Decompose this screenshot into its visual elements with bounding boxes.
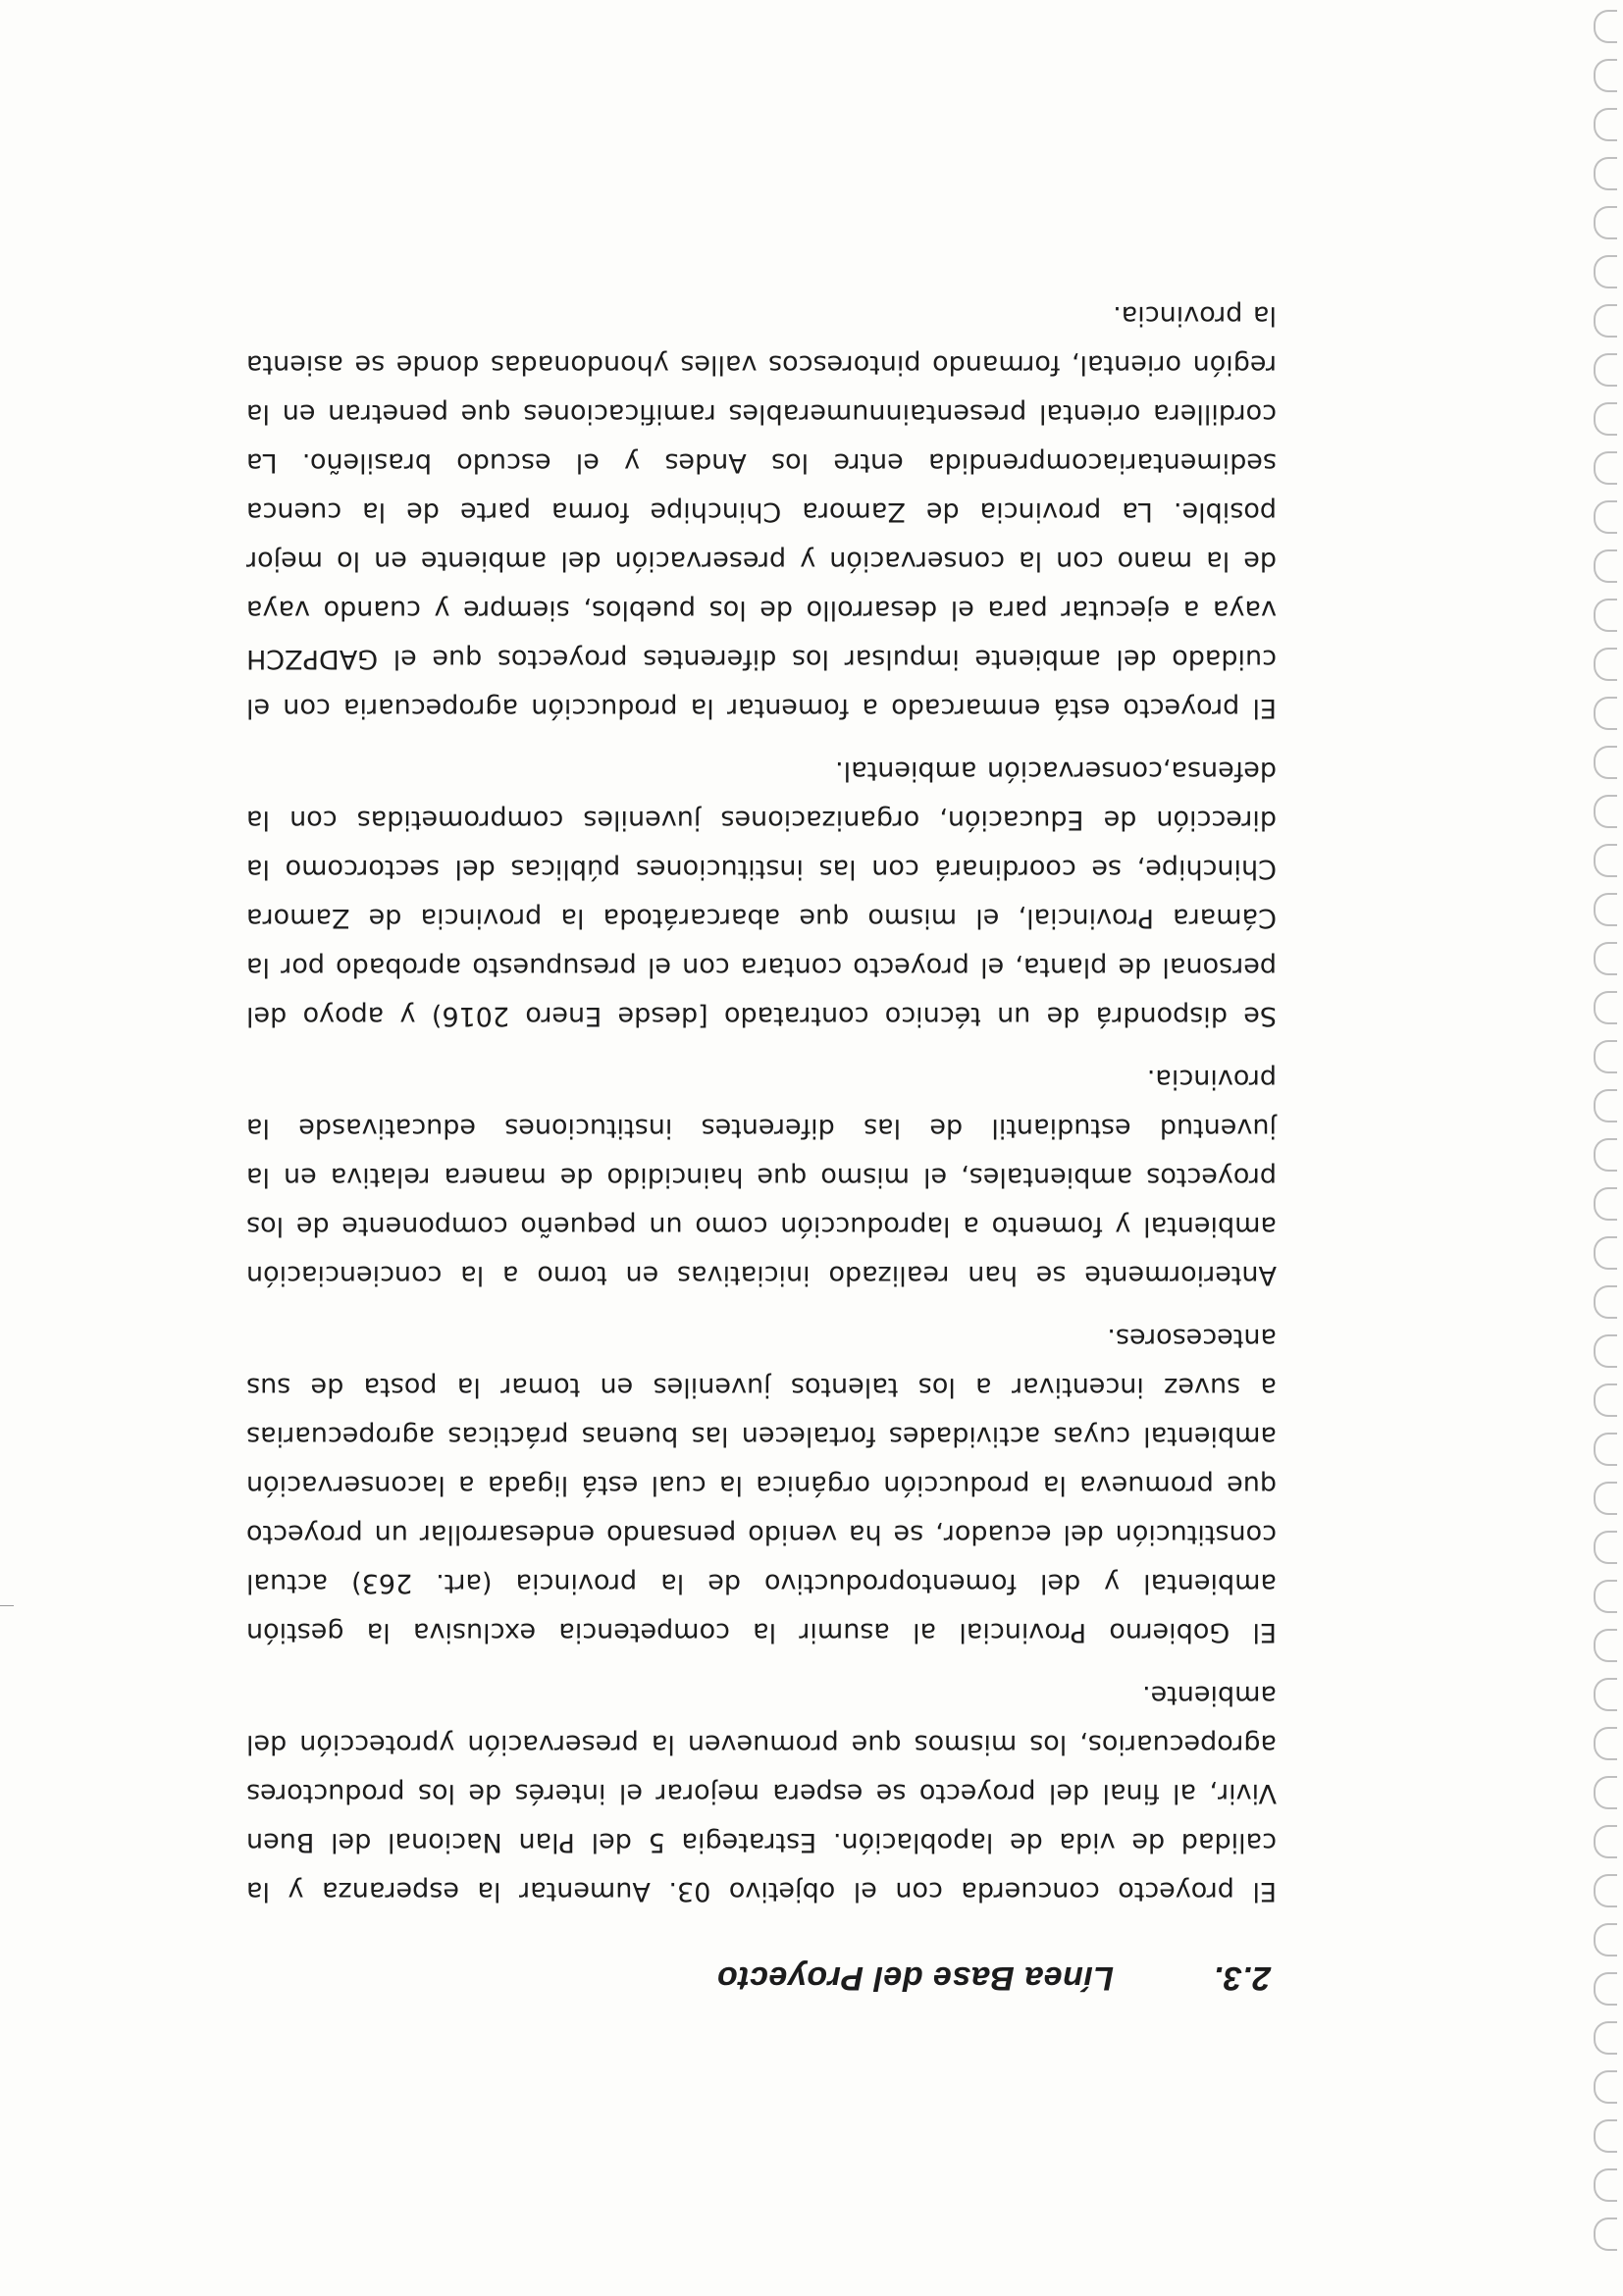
binding-ring-icon bbox=[1594, 1482, 1617, 1515]
paragraph-objective: El proyecto concuerda con el objetivo 03. Aumentar la esperanza y la calidad de vida de lapoblación. Estrategia 5 del Plan Nacional del Buen Vivir, al final del proyecto se espera mejorar el interés de los productores agropecuarios, los mismos que promueven la preservación yprotección del ambiente. bbox=[246, 1680, 1277, 1906]
section-heading bbox=[246, 1958, 1277, 1997]
binding-ring-icon bbox=[1594, 795, 1617, 828]
binding-ring-icon bbox=[1594, 1138, 1617, 1172]
binding-ring-icon bbox=[1594, 108, 1617, 141]
binding-ring-icon bbox=[1594, 353, 1617, 387]
binding-ring-icon bbox=[1594, 1874, 1617, 1907]
binding-ring-icon bbox=[1594, 1776, 1617, 1809]
binding-ring-icon bbox=[1594, 1727, 1617, 1760]
binding-ring-icon bbox=[1594, 255, 1617, 288]
binding-ring-icon bbox=[1594, 206, 1617, 239]
binding-ring-icon bbox=[1594, 549, 1617, 583]
binding-ring-icon bbox=[1594, 1285, 1617, 1319]
paragraph-previous-initiatives: Anteriormente se han realizado iniciativas en torno a la concienciación ambiental y fomento a laproducción como un pequeño componente de los proyectos ambientales, el mismo que haincidido de manera relativa en la juventud estudiantil de las diferentes instituciones educativasde la provincia. bbox=[246, 1064, 1277, 1290]
binding-ring-icon bbox=[1594, 1825, 1617, 1858]
binding-ring-icon bbox=[1594, 157, 1617, 190]
binding-ring-icon bbox=[1594, 1531, 1617, 1564]
binding-ring-icon bbox=[1594, 942, 1617, 975]
binding-ring-icon bbox=[1594, 304, 1617, 338]
scan-edge-mark bbox=[0, 1605, 14, 1606]
binding-ring-icon bbox=[1594, 1678, 1617, 1711]
binding-ring-icon bbox=[1594, 1236, 1617, 1270]
binding-ring-icon bbox=[1594, 1433, 1617, 1466]
binding-ring-icon bbox=[1594, 1972, 1617, 2006]
binding-ring-icon bbox=[1594, 1383, 1617, 1417]
binding-ring-icon bbox=[1594, 402, 1617, 436]
document-body bbox=[246, 280, 1277, 1997]
paragraph-provincial-government: El Gobierno Provincial al asumir la competencia exclusiva la gestión ambiental y del fomentoproductivo de la provincia (art. 263) actual constitución del ecuador, se ha venido pensando endesarrollar un proyecto que promueva la producción orgánica la cual está ligada a laconservación ambiental cuyas actividades fortalecen las buenas prácticas agropecuarias a suvez incentivar a los talentos juveniles en tomar la posta de sus antecesores. bbox=[246, 1323, 1277, 1647]
binding-ring-icon bbox=[1594, 844, 1617, 877]
binding-ring-icon bbox=[1594, 10, 1617, 43]
binding-ring-icon bbox=[1594, 2119, 1617, 2153]
binding-ring-icon bbox=[1594, 1040, 1617, 1073]
binding-ring-icon bbox=[1594, 451, 1617, 485]
binding-ring-icon bbox=[1594, 1089, 1617, 1122]
binding-ring-icon bbox=[1594, 599, 1617, 632]
binding-ring-icon bbox=[1594, 1187, 1617, 1221]
binding-ring-icon bbox=[1594, 893, 1617, 926]
binding-ring-icon bbox=[1594, 1923, 1617, 1957]
section-number: 2.3. bbox=[1213, 1959, 1271, 1997]
paragraph-project-framework: El proyecto está enmarcado a fomentar la producción agropecuaria con el cuidado del ambiente impulsar los diferentes proyectos que el GADPZCH vaya a ejecutar para el desarrollo de los pueblos, siempre y cuando vaya de la mano con la conservación y preservación del ambiente en lo mejor posible. La provincia de Zamora Chinchipe forma parte de la cuenca sedimentariacomprendida entre los Andes y el escudo brasileño. La cordillera oriental presentainnumerables ramificaciones que penetran en la región oriental, formando pintorescos valles yhondonadas donde se asienta la provincia. bbox=[246, 300, 1277, 723]
binding-ring-icon bbox=[1594, 2168, 1617, 2202]
binding-ring-icon bbox=[1594, 746, 1617, 779]
binding-ring-icon bbox=[1594, 648, 1617, 681]
binding-ring-icon bbox=[1594, 991, 1617, 1024]
paragraph-resources: Se dispondrá de un técnico contratado [desde Enero 2016) y apoyo del personal de planta, el proyecto contara con el presupuesto aprobado por la Cámara Provincial, el mismo que abarcarátoda la provincia de Zamora Chinchipe, se coordinará con las instituciones públicas del sectorcomo la dirección de Educación, organizaciones juveniles comprometidas con la defensa,conservación ambiental. bbox=[246, 756, 1277, 1031]
binding-ring-icon bbox=[1594, 2021, 1617, 2055]
binding-ring-icon bbox=[1594, 59, 1617, 92]
binding-ring-icon bbox=[1594, 1629, 1617, 1662]
binding-ring-icon bbox=[1594, 2070, 1617, 2104]
binding-ring-icon bbox=[1594, 1334, 1617, 1368]
binding-ring-icon bbox=[1594, 1580, 1617, 1613]
binding-rings bbox=[1584, 0, 1623, 2296]
binding-ring-icon bbox=[1594, 2218, 1617, 2251]
binding-ring-icon bbox=[1594, 500, 1617, 534]
section-title: Línea Base del Proyecto bbox=[716, 1959, 1115, 1997]
binding-ring-icon bbox=[1594, 697, 1617, 730]
